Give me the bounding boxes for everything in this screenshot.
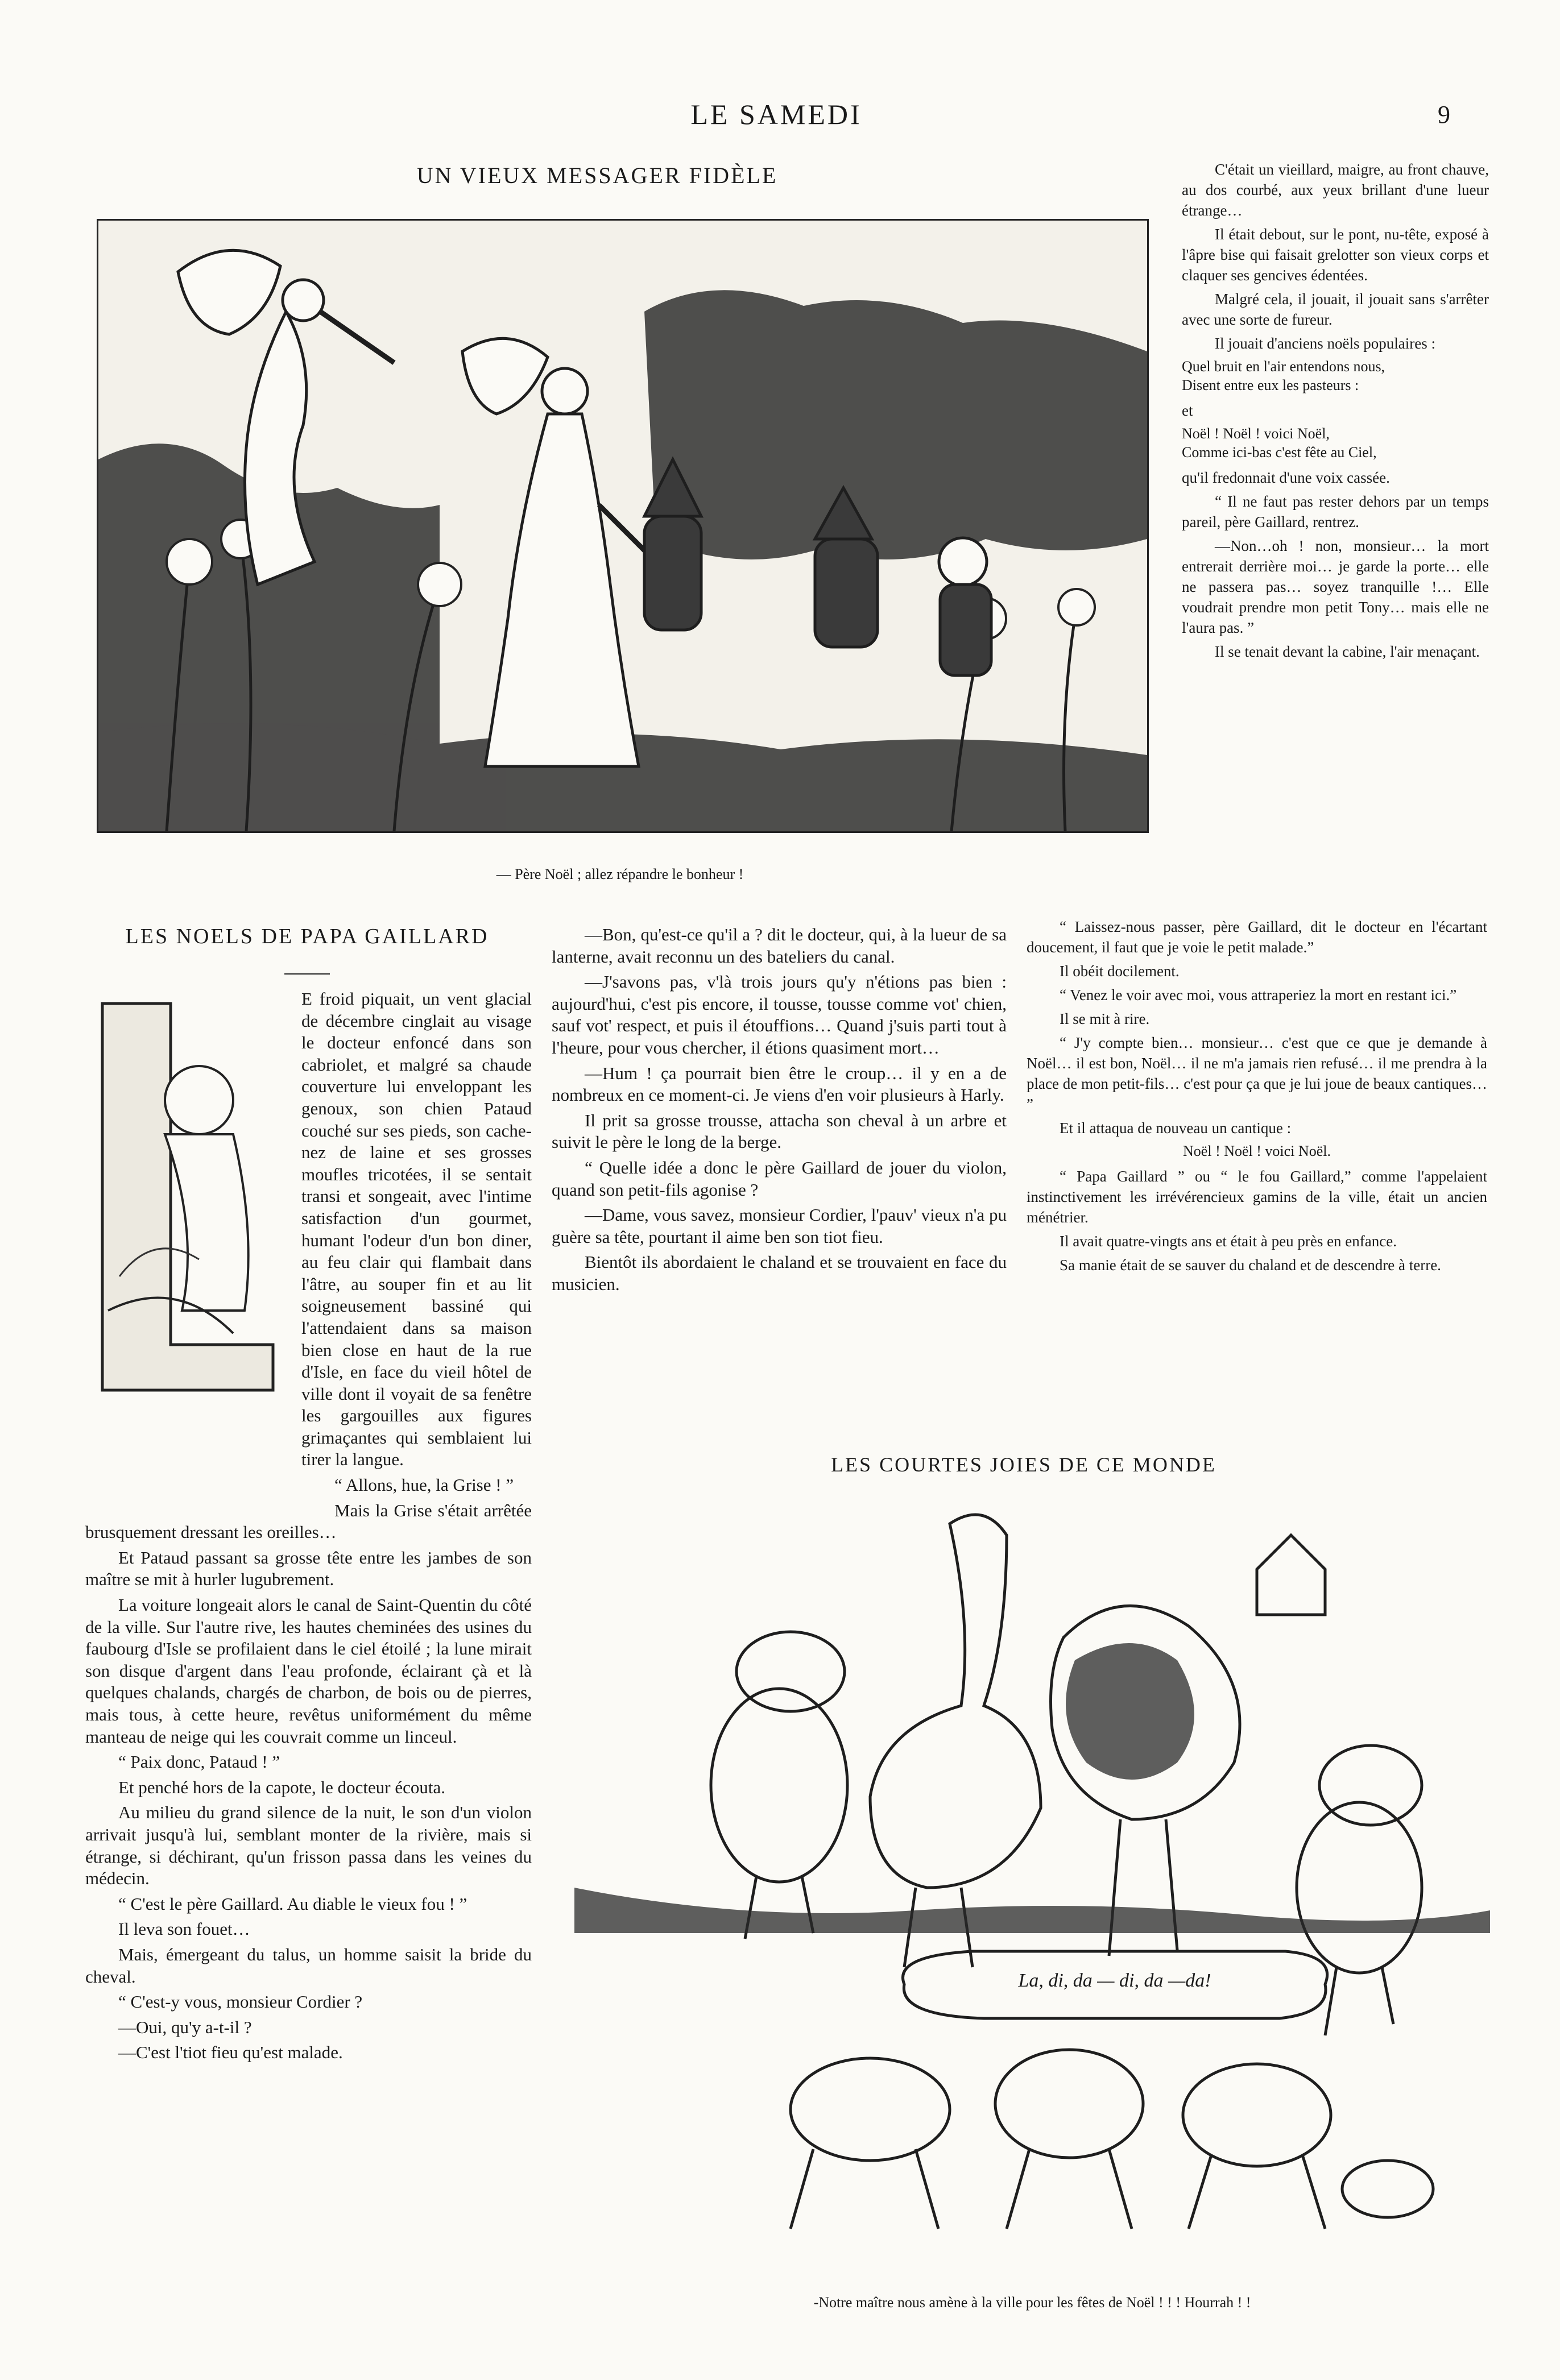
paragraph: “ J'y compte bien… monsieur… c'est que ce que je demande à Noël… il est bon, Noël… il ne m'a jamais rien refusé… il me prendra à la place de mon petit-fils… c'est pour ça que je lui joue de beaux cantiques… ” xyxy=(1027,1034,1487,1113)
paragraph: Il obéit docilement. xyxy=(1060,963,1180,980)
animals-cartoon xyxy=(574,1490,1490,2274)
paragraph: Sa manie était de se sauver du chaland et de descendre à terre. xyxy=(1060,1257,1441,1274)
story3-title: LES COURTES JOIES DE CE MONDE xyxy=(831,1453,1216,1476)
paragraph: et xyxy=(1182,402,1193,419)
fairy-scene-drawing xyxy=(98,221,1147,831)
paragraph: Il jouait d'anciens noëls populaires : xyxy=(1215,335,1436,352)
paragraph: —J'savons pas, v'là trois jours qu'y n'étions pas bien : aujourd'hui, c'est pis encore, il tousse, tousse comme vot' chien, sauf vot' respect, et puis il étouffions… Quand j'suis parti tout à l'heure, pour vous chercher, il étions quasiment mort… xyxy=(552,972,1007,1058)
paragraph: “ Laissez-nous passer, père Gaillard, dit le docteur en l'écartant doucement, il faut que je voie le petit malade.” xyxy=(1027,918,1487,956)
song-verse xyxy=(1182,424,1489,462)
paragraph: qu'il fredonnait d'une voix cassée. xyxy=(1182,469,1390,486)
verse-line: Quel bruit en l'air entendons nous, xyxy=(1182,358,1385,375)
paragraph: —Oui, qu'y a-t-il ? xyxy=(118,2017,252,2037)
paragraph: Il prit sa grosse trousse, attacha son cheval à un arbre et suivit le père le long de la berge. xyxy=(552,1110,1007,1152)
title-rule xyxy=(284,973,330,975)
paragraph: Et il attaqua de nouveau un cantique : xyxy=(1060,1119,1292,1137)
story1-title: UN VIEUX MESSAGER FIDÈLE xyxy=(416,163,778,188)
song-verse xyxy=(1182,357,1489,395)
verse-line: Noël ! Noël ! voici Noël, xyxy=(1182,425,1330,442)
story2-column-3 xyxy=(1182,159,1489,665)
paragraph: Il était debout, sur le pont, nu-tête, exposé à l'âpre bise qui faisait grelotter son vieux corps et claquer ses gencives édentées. xyxy=(1182,226,1489,284)
story2-column-2 xyxy=(552,924,1007,1299)
story2-column-1 xyxy=(85,988,532,2067)
paragraph: “ Quelle idée a donc le père Gaillard de jouer du violon, quand son petit-fils agonise ? xyxy=(552,1157,1007,1200)
paragraph: “ Venez le voir avec moi, vous attraperiez la mort en restant ici.” xyxy=(1060,986,1457,1004)
paragraph: C'était un vieillard, maigre, au front chauve, au dos courbé, aux yeux brillant d'une lueur étrange… xyxy=(1182,161,1489,219)
paragraph: —Non…oh ! non, monsieur… la mort entrerait derrière moi… je garde la porte… elle ne passera pas… soyez tranquille !… Elle voudrait prendre mon petit Tony… mais elle ne l'aura pas. ” xyxy=(1182,537,1489,636)
song-verse: Noël ! Noël ! voici Noël. xyxy=(1183,1143,1331,1159)
paragraph: —Dame, vous savez, monsieur Cordier, l'pauv' vieux n'a pu guère sa tête, pourtant il aime ben son tiot fieu. xyxy=(552,1205,1007,1247)
paragraph: Et Pataud passant sa grosse tête entre les jambes de son maître se mit à hurler lugubrement. xyxy=(85,1547,532,1590)
drop-cap-spacer xyxy=(85,988,301,1517)
paragraph: Et penché hors de la capote, le docteur écouta. xyxy=(118,1777,445,1797)
paragraph: “ Il ne faut pas rester dehors par un temps pareil, père Gaillard, rentrez. xyxy=(1182,493,1489,530)
masthead: LE SAMEDI xyxy=(690,98,862,130)
story2-column-3-continued xyxy=(1027,917,1487,1279)
fairy-illustration xyxy=(97,219,1149,833)
paragraph: La voiture longeait alors le canal de Saint-Quentin du côté de la ville. Sur l'autre rive, les hautes cheminées des usines du faubourg d'Isle se profilaient dans le ciel étoilé ; la lune mirait son disque d'argent dans l'eau profonde, éclairant çà et là quelques chalands, chargés de charbon, de bois ou de pierres, mais tous, à cette heure, revêtus uniformément du même manteau de neige qui les couvrait comme un linceul. xyxy=(85,1595,532,1747)
paragraph: “ Allons, hue, la Grise ! ” xyxy=(334,1475,514,1495)
paragraph: “ Papa Gaillard ” ou “ le fou Gaillard,” comme l'appelaient instinctivement les irrévérencieux gamins de la ville, était un ancien ménétrier. xyxy=(1027,1168,1487,1226)
verse-line: Comme ici-bas c'est fête au Ciel, xyxy=(1182,444,1377,461)
paragraph: Il se tenait devant la cabine, l'air menaçant. xyxy=(1215,643,1480,660)
story2-title: LES NOELS DE PAPA GAILLARD xyxy=(125,924,489,948)
speech-bubble-text: La, di, da — di, da —da! xyxy=(1018,1970,1211,1991)
paragraph: “ C'est-y vous, monsieur Cordier ? xyxy=(118,1992,363,2012)
paragraph: E froid piquait, un vent glacial de décembre cinglait au visage le docteur enfoncé dans son cabriolet, et malgré sa chaude couverture lui enveloppant les genoux, son chien Pataud couché sur ses pieds, son cache-nez de laine et ses grosses moufles tricotées, il se sentait transi et songeait, avec l'intime satisfaction d'un gourmet, humant l'odeur d'un bon diner, au feu clair qui flambait dans l'âtre, au souper fin et au lit soigneusement bassiné qui l'attendaient dans sa maison bien close en haut de la rue d'Isle, en face du vieil hôtel de ville dont il voyait de sa fenêtre les gargouilles aux figures grimaçantes qui semblaient lui tirer la langue. xyxy=(301,989,532,1470)
paragraph: Il avait quatre-vingts ans et était à peu près en enfance. xyxy=(1060,1233,1397,1250)
story1-caption: — Père Noël ; allez répandre le bonheur ! xyxy=(496,866,744,882)
paragraph: Il leva son fouet… xyxy=(118,1919,250,1939)
paragraph: Au milieu du grand silence de la nuit, le son d'un violon arrivait jusqu'à lui, semblant monter de la rivière, mais si étrange, si déchirant, qu'un frisson passa dans les veines du médecin. xyxy=(85,1802,532,1889)
paragraph: “ Paix donc, Pataud ! ” xyxy=(118,1752,280,1772)
story3-caption: -Notre maître nous amène à la ville pour les fêtes de Noël ! ! ! Hourrah ! ! xyxy=(813,2294,1251,2311)
verse-line: Disent entre eux les pasteurs : xyxy=(1182,377,1359,393)
dancing-animals-drawing xyxy=(574,1490,1490,2274)
paragraph: —Bon, qu'est-ce qu'il a ? dit le docteur, qui, à la lueur de sa lanterne, avait reconnu un des bateliers du canal. xyxy=(552,924,1007,967)
paragraph: Mais la Grise s'était arrêtée brusquement dressant les oreilles… xyxy=(85,1500,532,1543)
paragraph: Il se mit à rire. xyxy=(1060,1010,1150,1027)
paragraph: Malgré cela, il jouait, il jouait sans s'arrêter avec une sorte de fureur. xyxy=(1182,291,1489,328)
paragraph: Bientôt ils abordaient le chaland et se trouvaient en face du musicien. xyxy=(552,1252,1007,1294)
paragraph: Mais, émergeant du talus, un homme saisit la bride du cheval. xyxy=(85,1944,532,1987)
paragraph: “ C'est le père Gaillard. Au diable le vieux fou ! ” xyxy=(118,1893,467,1914)
paragraph: —Hum ! ça pourrait bien être le croup… il y en a de nombreux en ce moment-ci. Je viens d'en voir plusieurs à Harly. xyxy=(552,1063,1007,1105)
paragraph: —C'est l'tiot fieu qu'est malade. xyxy=(118,2042,343,2063)
page-number: 9 xyxy=(1438,101,1450,128)
